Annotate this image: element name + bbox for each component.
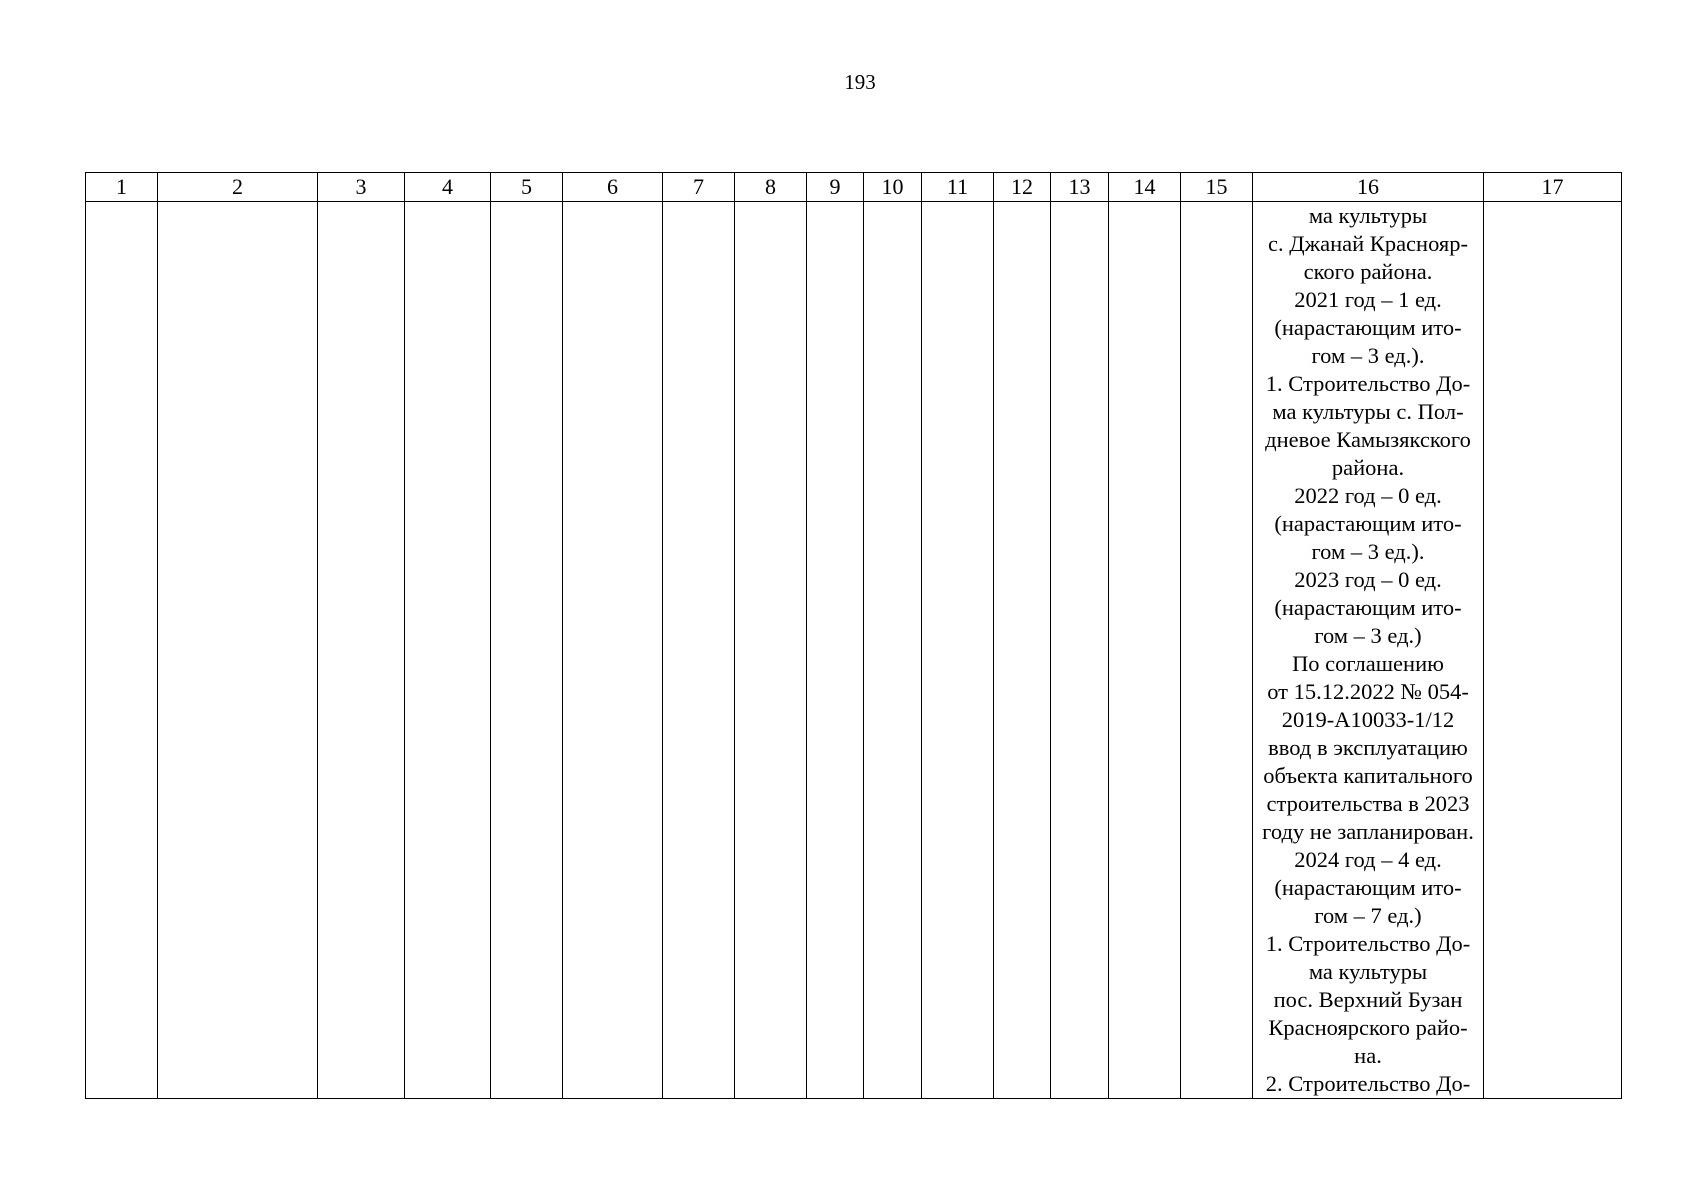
text-line: района. [1331, 455, 1405, 480]
text-line: 2. Строительство До- [1265, 1071, 1471, 1096]
column-header: 1 [86, 173, 158, 202]
text-line: ма культуры с. Пол- [1272, 399, 1464, 424]
table-cell [491, 202, 563, 1099]
text-line: году не запланирован. [1262, 819, 1474, 844]
text-line: с. Джанай Краснояр- [1268, 231, 1468, 256]
text-line: 1. Строительство До- [1265, 931, 1471, 956]
text-line: ского района. [1303, 259, 1433, 284]
text-line: пос. Верхний Бузан [1273, 987, 1463, 1012]
column-header: 8 [735, 173, 807, 202]
table-cell [158, 202, 318, 1099]
text-line: дневое Камызякского [1265, 427, 1471, 452]
text-line: Красноярского райо- [1268, 1015, 1468, 1040]
column-header: 2 [158, 173, 318, 202]
text-line: (нарастающим ито- [1274, 511, 1462, 536]
table-cell [735, 202, 807, 1099]
text-line: 2023 год – 0 ед. [1294, 567, 1442, 592]
text-line: 2024 год – 4 ед. [1294, 847, 1442, 872]
text-line: гом – 3 ед.) [1314, 623, 1422, 648]
column-header: 13 [1051, 173, 1109, 202]
text-line: ма культуры [1308, 959, 1428, 984]
column-header: 11 [922, 173, 994, 202]
column-header: 17 [1484, 173, 1622, 202]
text-line: ма культуры [1308, 203, 1428, 228]
column-16-cell [1253, 202, 1484, 1099]
table-cell [318, 202, 405, 1099]
text-line: (нарастающим ито- [1274, 595, 1462, 620]
table-cell [1109, 202, 1181, 1099]
column-header: 16 [1253, 173, 1484, 202]
text-line: от 15.12.2022 № 054- [1267, 679, 1469, 704]
column-header: 15 [1181, 173, 1253, 202]
text-line: (нарастающим ито- [1274, 315, 1462, 340]
column-header: 9 [807, 173, 864, 202]
table-cell [807, 202, 864, 1099]
column-header: 6 [563, 173, 663, 202]
text-line: 2022 год – 0 ед. [1294, 483, 1442, 508]
text-line: объекта капитального [1263, 763, 1473, 788]
text-line: на. [1354, 1043, 1382, 1068]
column-header: 7 [663, 173, 735, 202]
table-cell [864, 202, 922, 1099]
text-line: 2019-А10033-1/12 [1281, 707, 1455, 732]
column-header: 10 [864, 173, 922, 202]
data-table [85, 172, 1622, 1099]
column-header: 14 [1109, 173, 1181, 202]
table-cell [663, 202, 735, 1099]
text-line: гом – 3 ед.). [1311, 539, 1425, 564]
page-number: 193 [844, 70, 876, 94]
text-line: 1. Строительство До- [1265, 371, 1471, 396]
table-cell [922, 202, 994, 1099]
table-cell [1181, 202, 1253, 1099]
table-row [86, 202, 1622, 1099]
text-line: По соглашению [1292, 651, 1444, 676]
text-line: строительства в 2023 [1266, 791, 1470, 816]
text-line: (нарастающим ито- [1274, 875, 1462, 900]
table-cell [994, 202, 1051, 1099]
text-line: гом – 3 ед.). [1311, 343, 1425, 368]
table-cell [1051, 202, 1109, 1099]
column-header: 4 [405, 173, 491, 202]
text-line: 2021 год – 1 ед. [1294, 287, 1442, 312]
table-cell [1484, 202, 1622, 1099]
table-cell [405, 202, 491, 1099]
table-cell [563, 202, 663, 1099]
column-header: 5 [491, 173, 563, 202]
header-row [86, 173, 1622, 202]
column-header: 12 [994, 173, 1051, 202]
text-line: ввод в эксплуатацию [1268, 735, 1468, 760]
text-line: гом – 7 ед.) [1314, 903, 1422, 928]
column-header: 3 [318, 173, 405, 202]
table-cell [86, 202, 158, 1099]
